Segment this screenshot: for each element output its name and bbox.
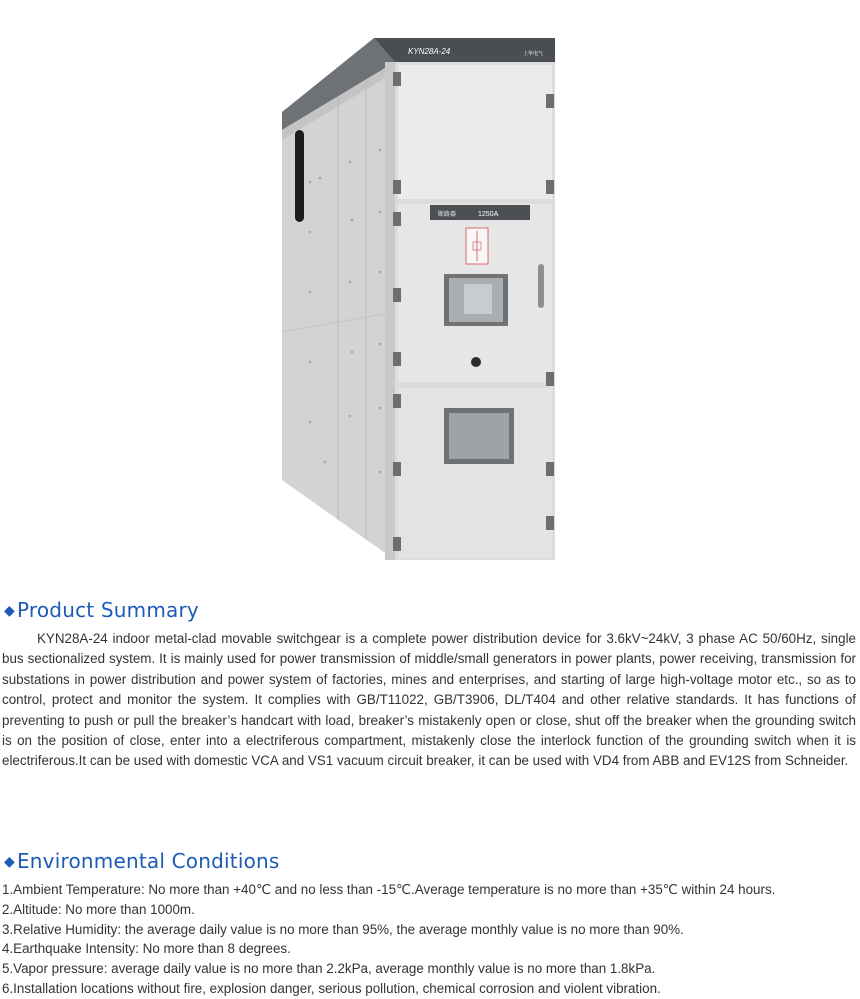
- summary-heading: [4, 598, 199, 622]
- breaker-plate-label: 断路器: [438, 211, 457, 218]
- list-item: 4.Earthquake Intensity: No more than 8 degrees.: [2, 941, 291, 957]
- list-item: 3.Relative Humidity: the average daily value is no more than 95%, the average monthly value is no more than 90%.: [2, 921, 684, 937]
- list-item: 5.Vapor pressure: average daily value is no more than 2.2kPa, average monthly value is no more than 1.8kPa.: [2, 961, 656, 977]
- product-image-switchgear: [280, 32, 570, 564]
- environment-conditions-list: [2, 880, 858, 999]
- summary-paragraph: KYN28A-24 indoor metal-clad movable switchgear is a complete power distribution device for 3.6kV~24kV, 3 phase AC 50/60Hz, single bus sectionalized system. It is mainly used for power transmission of middle/small generators in power plants, power receiving, transmission for substations in power distribution and power system of factories, mines and enterprises, and starting of large high-voltage motor etc., so as to control, protect and monitor the system. It complies with GB/T11022, GB/T3906, DL/T404 and other relative standards. It has functions of preventing to push or pull the breaker’s handcart with load, breaker’s mistakenly open or close, shut off the breaker when the grounding switch is on the position of close, enter into a electriferous compartment, mistakenly close the interlock function of the grounding switch when it is electriferous.It can be used with domestic VCA and VS1 vacuum circuit breaker, it can be used with VD4 from ABB and EV12S from Schneider.: [2, 631, 856, 769]
- environment-heading: [4, 849, 280, 873]
- cabinet-model-label: KYN28A-24: [408, 47, 451, 56]
- summary-heading-text: Product Summary: [16, 598, 199, 622]
- rating-label: 1250A: [478, 211, 499, 218]
- list-item: 6.Installation locations without fire, explosion danger, serious pollution, chemical corrosion and violent vibration.: [2, 980, 661, 996]
- diamond-bullet-icon: ◆: [4, 603, 15, 619]
- environment-heading-text: Environmental Conditions: [16, 849, 280, 873]
- diamond-bullet-icon: ◆: [4, 854, 15, 870]
- list-item: 1.Ambient Temperature: No more than +40℃ and no less than -15℃.Average temperature is no more than +35℃ within 24 hours.: [2, 882, 776, 897]
- cabinet-brand-label: 上华电气: [523, 51, 544, 57]
- list-item: 2.Altitude: No more than 1000m.: [2, 901, 195, 917]
